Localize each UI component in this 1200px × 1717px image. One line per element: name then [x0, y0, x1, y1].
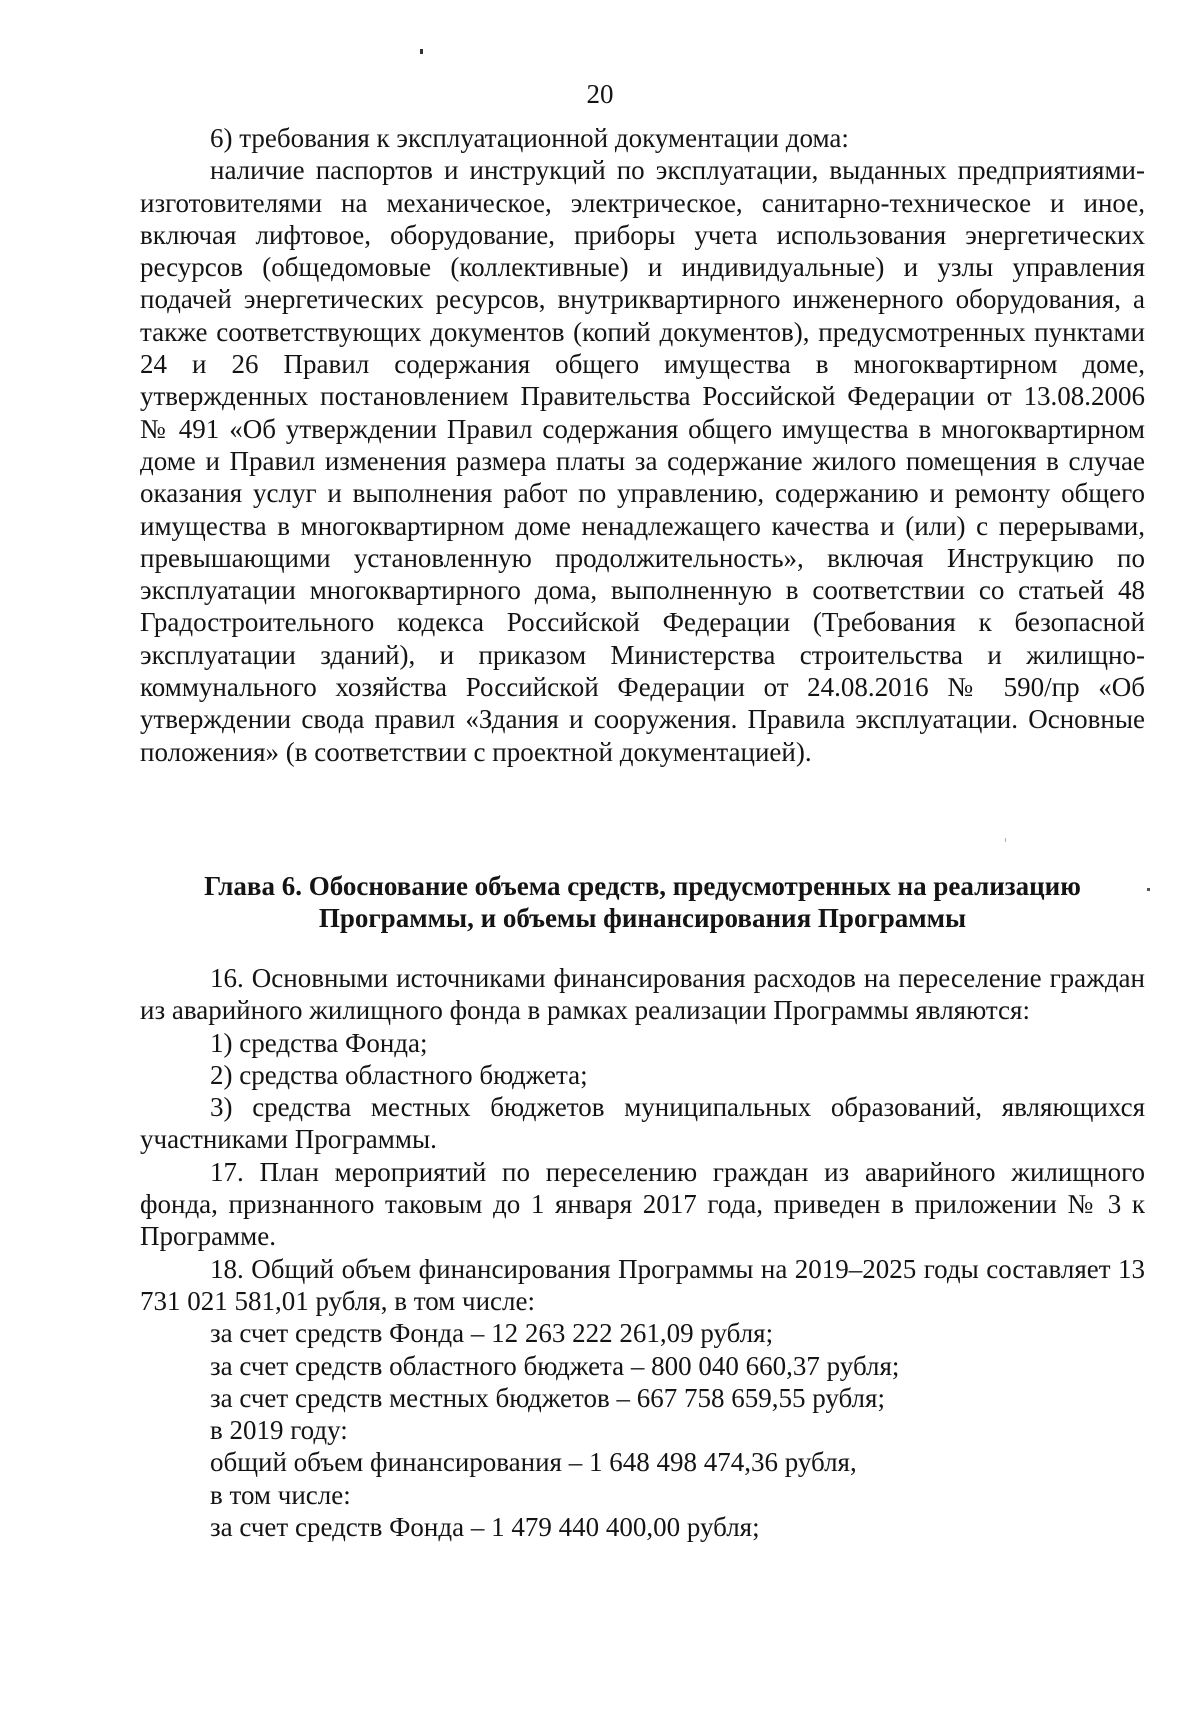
scan-speck — [420, 49, 423, 54]
paragraph-18: 18. Общий объем финансирования Программы на 2019–2025 годы составляет 13 731 021 581,01 рубля, в том числе: — [140, 1253, 1145, 1316]
section-6-body: наличие паспортов и инструкций по эксплуатации, выданных предприятиями-изготовителями на механическое, электрическое, санитарно-техническое и иное, включая лифтовое, оборудование, приборы учета использования энергетических ресурсов (общедомовые (коллективные) и индивидуальные) и узлы управления подачей энергетических ресурсов, внутриквартирного инженерного оборудования, а также соответствующих документов (копий документов), предусмотренных пунктами 24 и 26 Правил содержания общего имущества в многоквартирном доме, утвержденных постановлением Правительства Российской Федерации от 13.08.2006 № 491 «Об утверждении Правил содержания общего имущества в многоквартирном доме и Правил изменения размера платы за содержание жилого помещения в случае оказания услуг и выполнения работ по управлению, содержанию и ремонту общего имущества в многоквартирном доме ненадлежащего качества и (или) с перерывами, превышающими установленную продолжительность», включая Инструкцию по эксплуатации многоквартирного дома, выполненную в соответствии со статьей 48 Градостроительного кодекса Российской Федерации (Требования к безопасной эксплуатации зданий), и приказом Министерства строительства и жилищно-коммунального хозяйства Российской Федерации от 24.08.2016 № 590/пр «Об утверждении свода правил «Здания и сооружения. Правила эксплуатации. Основные положения» (в соответствии с проектной документацией). — [140, 155, 1145, 767]
paragraph-16-item-1: 1) средства Фонда; — [210, 1027, 428, 1058]
funding-regional-line: за счет средств областного бюджета – 800 040 660,37 рубля; — [210, 1350, 900, 1381]
paragraph-16-item-3: 3) средства местных бюджетов муниципальных образований, являющихся участниками Программы. — [140, 1092, 1145, 1155]
year-2019-including: в том числе: — [210, 1479, 351, 1510]
section-6-block — [140, 122, 1145, 768]
paragraph-16: 16. Основными источниками финансирования расходов на переселение граждан из аварийного жилищного фонда в рамках реализации Программы являются: — [140, 963, 1145, 1026]
funding-fund-line: за счет средств Фонда – 12 263 222 261,09 рубля; — [210, 1318, 774, 1349]
scan-speck — [1005, 838, 1006, 842]
scan-speck — [1147, 888, 1150, 891]
chapter-heading-line-2: Программы, и объемы финансирования Программы — [318, 903, 967, 933]
year-2019-fund: за счет средств Фонда – 1 479 440 400,00 рубля; — [210, 1512, 760, 1543]
year-2019-total: общий объем финансирования – 1 648 498 474,36 рубля, — [210, 1447, 857, 1478]
page-number: 20 — [586, 79, 614, 109]
funding-local-line: за счет средств местных бюджетов – 667 758 659,55 рубля; — [210, 1382, 885, 1413]
year-2019-label: в 2019 году: — [210, 1415, 348, 1446]
paragraph-17: 17. План мероприятий по переселению граждан из аварийного жилищного фонда, признанного таковым до 1 января 2017 года, приведен в приложении № 3 к Программе. — [140, 1156, 1145, 1252]
chapter-heading-line-1: Глава 6. Обоснование объема средств, предусмотренных на реализацию — [204, 871, 1081, 901]
chapter-heading — [140, 870, 1145, 934]
paragraph-16-item-2: 2) средства областного бюджета; — [210, 1059, 588, 1090]
section-6-title: 6) требования к эксплуатационной документации дома: — [210, 123, 849, 153]
chapter-6-body — [140, 962, 1145, 1543]
